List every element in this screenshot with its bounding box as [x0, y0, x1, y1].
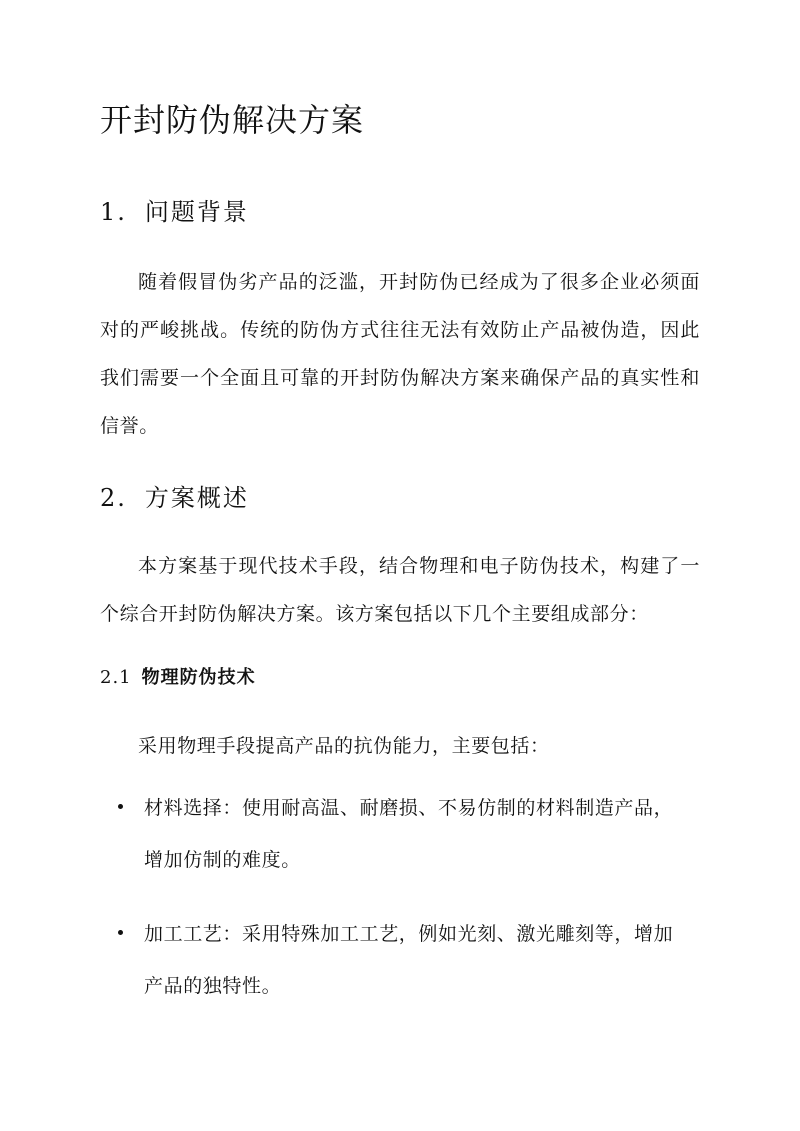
subsection-heading-physical: [100, 663, 256, 693]
list-item-text: 材料选择：使用耐高温、耐磨损、不易仿制的材料制造产品，增加仿制的难度。: [144, 797, 674, 871]
document-title: 开封防伪解决方案: [100, 101, 365, 139]
list-item: [100, 908, 692, 1012]
bullet-icon: [118, 930, 123, 935]
bullet-icon: [118, 804, 123, 809]
section-heading-overview: [100, 478, 249, 518]
physical-intro-paragraph: 采用物理手段提高产品的抗伪能力，主要包括：: [138, 735, 550, 757]
physical-techniques-list: [100, 782, 700, 1034]
background-paragraph: 随着假冒伪劣产品的泛滥，开封防伪已经成为了很多企业必须面对的严峻挑战。传统的防伪方式往往无法有效防止产品被伪造，因此我们需要一个全面且可靠的开封防伪解决方案来确保产品的真实性和信誉。: [100, 271, 700, 437]
section-title: 方案概述: [144, 484, 249, 512]
list-item: [100, 782, 692, 886]
section-title: 问题背景: [144, 198, 249, 226]
section-number: 2.: [100, 484, 127, 512]
subsection-number: 2.1: [100, 667, 132, 688]
overview-paragraph: 本方案基于现代技术手段，结合物理和电子防伪技术，构建了一个综合开封防伪解决方案。该方案包括以下几个主要组成部分：: [100, 555, 700, 625]
subsection-title: 物理防伪技术: [141, 667, 256, 688]
list-item-text: 加工工艺：采用特殊加工工艺，例如光刻、激光雕刻等，增加产品的独特性。: [144, 923, 674, 997]
section-heading-background: [100, 192, 249, 232]
section-number: 1.: [100, 198, 127, 226]
